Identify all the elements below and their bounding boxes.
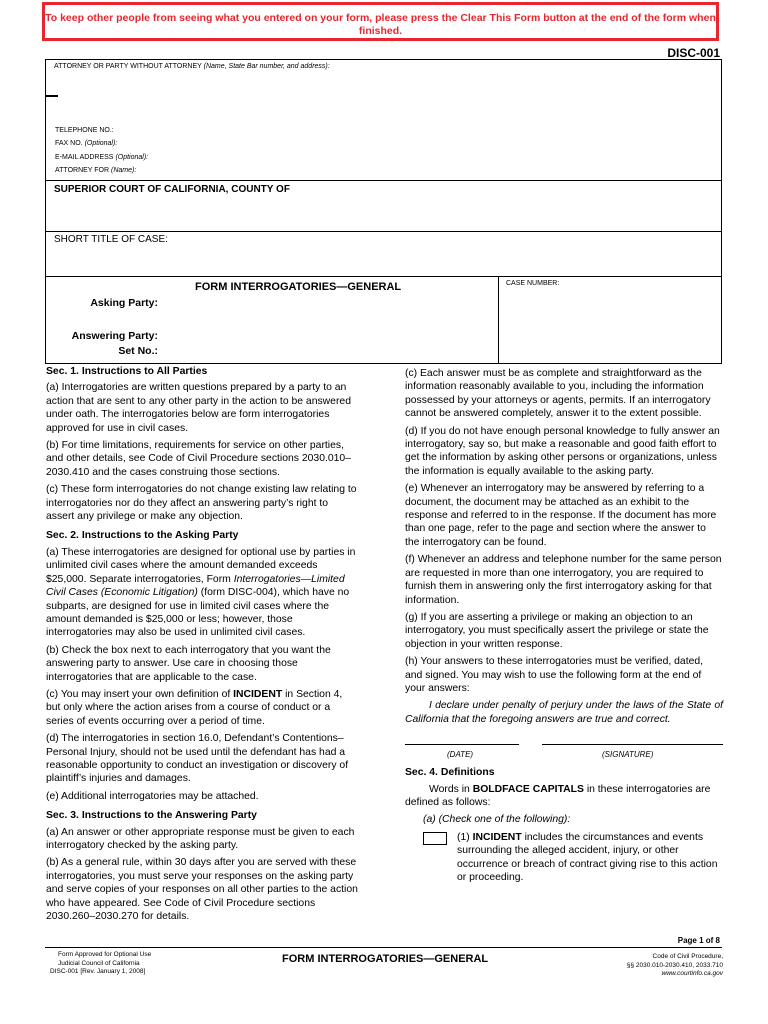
s1-c: (c) These form interrogatories do not change existing law relating to interrogatories nor do they affect an answering party’s right to assert any privilege or make any objection. — [46, 484, 357, 523]
page-number: Page 1 of 8 — [677, 936, 720, 945]
incident-checkbox[interactable] — [423, 832, 447, 845]
s2-d: (d) The interrogatories in section 16.0, Defendant’s Contentions–Personal Injury, should not be used until the defendant has had a reasonable opportunity to conduct an investigation or discovery of plaintiff’s injuries and damages. — [46, 733, 349, 785]
signature-label: (SIGNATURE) — [602, 750, 654, 760]
s2-e: (e) Additional interrogatories may be attached. — [46, 790, 259, 802]
s2-a: (a) These interrogatories are designed for optional use by parties in unlimited civil cases where the amount demanded exceeds $25,000. Separate interrogatories, Form Interrogatories—Limited Civil Cases (Economic Litigation) (form DISC-004), which have no subparts, are designed for use in limited civil cases where the amount demanded is $25,000 or less; however, those interrogatories may also be used in unlimited civil cases. — [46, 546, 356, 639]
court-label: SUPERIOR COURT OF CALIFORNIA, COUNTY OF — [54, 184, 290, 195]
signature-line[interactable] — [542, 744, 723, 745]
declaration-text: I declare under penalty of perjury under the laws of the State of California that the foregoing answers are true and correct. — [405, 700, 723, 725]
s1-b: (b) For time limitations, requirements for service on other parties, and other details, see Code of Civil Procedure sections 2030.010–2030.410 and the cases construing those sections. — [46, 440, 351, 478]
s4-a: (a) (Check one of the following): — [423, 814, 571, 826]
date-line[interactable] — [405, 744, 519, 745]
footer-right: Code of Civil Procedure, §§ 2030.010-2030.410, 2033.710 www.courtinfo.ca.gov — [626, 953, 723, 977]
s3-a: (a) An answer or other appropriate response must be given to each interrogatory checked by the asking party. — [46, 826, 355, 851]
attorney-label: ATTORNEY OR PARTY WITHOUT ATTORNEY (Name, State Bar number, and address): — [54, 63, 330, 70]
field-marker — [46, 95, 58, 97]
instr-g: (g) If you are asserting a privilege or making an objection to an interrogatory, you must specifically assert the privilege or state the objection in your written response. — [405, 611, 709, 650]
form-id: DISC-001 — [667, 46, 720, 60]
divider — [46, 180, 721, 181]
instr-d: (d) If you do not have enough personal knowledge to fully answer an interrogatory, say so, but make a reasonable and good faith effort to get the information by asking other persons or organizations, unless the information is equally available to the asking party. — [405, 425, 720, 477]
divider — [46, 231, 721, 232]
section-2-heading: Sec. 2. Instructions to the Asking Party — [46, 530, 239, 542]
s2-b: (b) Check the box next to each interrogatory that you want the answering party to answer. Use care in choosing those interrogatories that are applicable to the case. — [46, 644, 331, 683]
s4-intro: Words in BOLDFACE CAPITALS in these interrogatories are defined as follows: — [405, 783, 711, 808]
section-1-heading: Sec. 1. Instructions to All Parties — [46, 366, 208, 377]
footer-title: FORM INTERROGATORIES—GENERAL — [282, 953, 489, 965]
telephone-label: TELEPHONE NO.: — [55, 127, 114, 134]
case-number-label: CASE NUMBER: — [506, 280, 560, 287]
set-no-label: Set No.: — [118, 345, 158, 357]
instr-e: (e) Whenever an interrogatory may be answered by referring to a document, the document may be attached as an exhibit to the response and referred to in the response. If the document has more than one page, refer to the page and section where the answer to the interrogatory can be found. — [405, 483, 717, 548]
answering-party-label: Answering Party: — [71, 330, 158, 342]
caption-box — [45, 59, 722, 364]
left-column — [46, 363, 358, 927]
divider — [46, 276, 721, 277]
right-column — [405, 367, 723, 884]
instr-c: (c) Each answer must be as complete and straightforward as the information reasonably available to you, including the information possessed by your attorneys or agents, permits. If an interrogatory cannot be answered completely, answer it to the extent possible. — [405, 368, 711, 420]
short-title-label: SHORT TITLE OF CASE: — [54, 234, 168, 245]
definition-incident: (1) INCIDENT includes the circumstances and events surrounding the alleged accident, injury, or other occurrence or breach of contract giving rise to this action or proceeding. — [405, 831, 723, 885]
instr-h: (h) Your answers to these interrogatories must be verified, dated, and signed. You may wish to use the following form at the end of your answers: — [405, 656, 704, 694]
s2-c: (c) You may insert your own definition of INCIDENT in Section 4, but only where the action arises from a course of conduct or a series of events occurring over a period of time. — [46, 688, 343, 727]
attorney-for-label: ATTORNEY FOR (Name): — [55, 167, 137, 174]
date-label: (DATE) — [447, 750, 474, 760]
fax-label: FAX NO. (Optional): — [55, 140, 118, 147]
section-4-heading: Sec. 4. Definitions — [405, 767, 495, 779]
section-3-heading: Sec. 3. Instructions to the Answering Party — [46, 810, 257, 822]
s3-b: (b) As a general rule, within 30 days after you are served with these interrogatories, you must serve your responses on the asking party and serve copies of your responses on all other parties to the action who have appeared. See Code of Civil Procedure sections 2030.260–2030.270 for details. — [46, 857, 358, 923]
form-title: FORM INTERROGATORIES—GENERAL — [195, 281, 402, 293]
footer-left: Form Approved for Optional Use Judicial Council of California DISC-001 [Rev. January 1, 2008] — [50, 951, 152, 975]
divider — [498, 276, 499, 364]
clear-form-banner: To keep other people from seeing what you entered on your form, please press the Clear This Form button at the end of the form when finished. — [42, 2, 719, 41]
signature-block — [405, 726, 723, 766]
email-label: E-MAIL ADDRESS (Optional): — [55, 154, 149, 161]
footer-divider — [45, 947, 722, 948]
asking-party-label: Asking Party: — [90, 297, 158, 309]
s1-a: (a) Interrogatories are written questions prepared by a party to an action that are sent to any other party in the action to be answered under oath. The interrogatories below are form interrogatories approved for use in civil cases. — [46, 382, 351, 434]
instr-f: (f) Whenever an address and telephone number for the same person are requested in more than one interrogatory, you are required to furnish them in answering only the first interrogatory asking for that information. — [405, 554, 722, 606]
